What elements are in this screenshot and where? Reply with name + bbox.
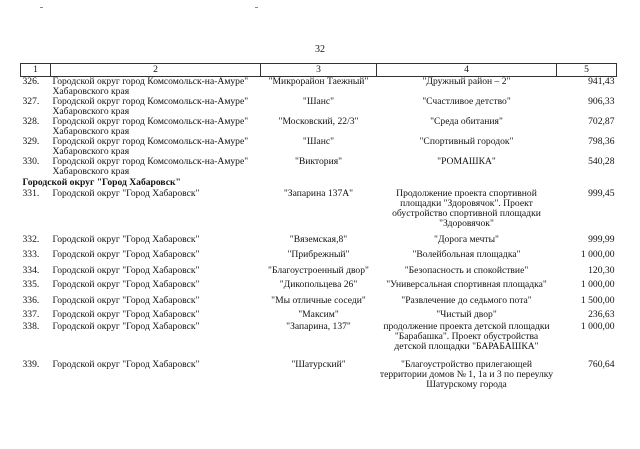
community-name-cell: "Шанс" — [302, 136, 335, 147]
amount-cell: 1 000,00 — [580, 321, 615, 332]
community-name-cell: "Виктория" — [294, 156, 343, 167]
table-row — [21, 322, 617, 360]
amount-cell: 798,36 — [588, 136, 615, 147]
community-name-cell: "Запарина 137А" — [283, 188, 354, 199]
row-number: 335. — [22, 279, 40, 290]
project-cell: "РОМАШКА" — [437, 156, 496, 167]
row-number: 339. — [22, 359, 40, 370]
table-row — [21, 97, 617, 117]
municipality-cell: Городской округ город Комсомольск-на-Амуре" Хабаровского края — [52, 96, 249, 117]
page-number: 32 — [315, 44, 325, 55]
project-cell: "Среда обитания" — [430, 116, 503, 127]
amount-cell: 906,33 — [588, 96, 615, 107]
municipality-cell: Городской округ "Город Хабаровск" — [52, 249, 200, 260]
municipality-cell: Городской округ "Город Хабаровск" — [52, 234, 200, 245]
row-number: 330. — [22, 156, 40, 167]
row-number: 337. — [22, 309, 40, 320]
column-header: 2 — [51, 64, 261, 77]
header-row — [21, 64, 617, 77]
municipality-cell: Городской округ город Комсомольск-на-Амуре" Хабаровского края — [52, 76, 249, 97]
row-number: 328. — [22, 116, 40, 127]
table-row — [21, 77, 617, 98]
community-name-cell: "Прибрежный" — [287, 249, 350, 260]
project-cell: "Дорога мечты" — [434, 234, 499, 245]
community-name-cell: "Микрорайон Таежный" — [268, 76, 369, 87]
community-name-cell: "Московский, 22/3" — [278, 116, 359, 127]
community-name-cell: "Вяземская,8" — [289, 234, 348, 245]
table-row — [21, 117, 617, 137]
amount-cell: 236,63 — [588, 309, 615, 320]
community-name-cell: "Благоустроенный двор" — [268, 265, 369, 276]
municipality-cell: Городской округ "Город Хабаровск" — [52, 279, 200, 290]
row-number: 331. — [22, 188, 40, 199]
scan-mark — [255, 7, 258, 8]
municipality-cell: Городской округ город Комсомольск-на-Амуре" Хабаровского края — [52, 136, 249, 157]
amount-cell: 760,64 — [588, 359, 615, 370]
project-cell: "Благоустройство прилегающей территории домов № 1, 1а и 3 по переулку Шатурскому города — [379, 359, 554, 390]
municipality-cell: Городской округ "Город Хабаровск" — [52, 359, 200, 370]
row-number: 327. — [22, 96, 40, 107]
amount-cell: 1 500,00 — [580, 295, 615, 306]
amount-cell: 941,43 — [588, 76, 615, 87]
amount-cell: 120,30 — [588, 265, 615, 276]
community-name-cell: "Мы отличные соседи" — [271, 295, 366, 306]
table-row — [21, 235, 617, 250]
column-header: 4 — [377, 64, 557, 77]
project-cell: "Счастливое детство" — [422, 96, 511, 107]
table-row — [21, 250, 617, 266]
community-name-cell: "Шанс" — [302, 96, 335, 107]
table-row — [21, 137, 617, 157]
municipality-cell: Городской округ "Город Хабаровск" — [52, 309, 200, 320]
community-name-cell: "Максим" — [298, 309, 339, 320]
row-number: 333. — [22, 249, 40, 260]
community-name-cell: "Дикопольцева 26" — [279, 279, 358, 290]
column-header: 5 — [557, 64, 617, 77]
table-row — [21, 280, 617, 296]
municipality-cell: Городской округ "Город Хабаровск" — [52, 321, 200, 332]
table-row — [21, 296, 617, 310]
data-table — [20, 63, 617, 390]
amount-cell: 999,45 — [588, 188, 615, 199]
table-row — [21, 189, 617, 235]
project-cell: "Универсальная спортивная площадка" — [386, 279, 547, 290]
project-cell: "Чистый двор" — [436, 309, 497, 320]
row-number: 326. — [22, 76, 40, 87]
table-row — [21, 266, 617, 280]
amount-cell: 1 000,00 — [580, 249, 615, 260]
amount-cell: 999,99 — [588, 234, 615, 245]
table-body-khabarovsk — [21, 189, 617, 390]
project-cell: "Развлечение до седьмого пота" — [401, 295, 532, 306]
column-header: 1 — [21, 64, 51, 77]
amount-cell: 1 000,00 — [580, 279, 615, 290]
row-number: 334. — [22, 265, 40, 276]
row-number: 336. — [22, 295, 40, 306]
row-number: 338. — [22, 321, 40, 332]
project-cell: "Спортивный городок" — [419, 136, 514, 147]
municipality-cell: Городской округ "Город Хабаровск" — [52, 188, 200, 199]
municipality-cell: Городской округ "Город Хабаровск" — [52, 295, 200, 306]
community-name-cell: "Запарина, 137" — [286, 321, 351, 332]
community-name-cell: "Шатурский" — [291, 359, 346, 370]
table-body-komsomolsk — [21, 77, 617, 178]
section-title: Городской округ "Город Хабаровск" — [22, 177, 181, 188]
municipality-cell: Городской округ город Комсомольск-на-Амуре" Хабаровского края — [52, 156, 249, 177]
column-header: 3 — [261, 64, 377, 77]
municipality-cell: Городской округ город Комсомольск-на-Амуре" Хабаровского края — [52, 116, 249, 137]
project-cell: "Дружный район – 2" — [422, 76, 511, 87]
project-cell: "Волейбольная площадка" — [412, 249, 521, 260]
amount-cell: 540,28 — [588, 156, 615, 167]
municipality-cell: Городской округ "Город Хабаровск" — [52, 265, 200, 276]
project-cell: продолжение проекта детской площадки "Барабашка". Проект обустройства детской площадки "БАРАБАШКА" — [383, 321, 550, 352]
amount-cell: 702,87 — [588, 116, 615, 127]
scan-mark — [40, 7, 43, 8]
table-row — [21, 360, 617, 390]
row-number: 329. — [22, 136, 40, 147]
project-cell: "Безопасность и спокойствие" — [404, 265, 529, 276]
table-header — [21, 64, 617, 77]
project-cell: Продолжение проекта спортивной площадки "Здоровячок". Проект обустройство спортивной площадки "Здоровячок" — [392, 188, 541, 229]
row-number: 332. — [22, 234, 40, 245]
table-row — [21, 157, 617, 177]
